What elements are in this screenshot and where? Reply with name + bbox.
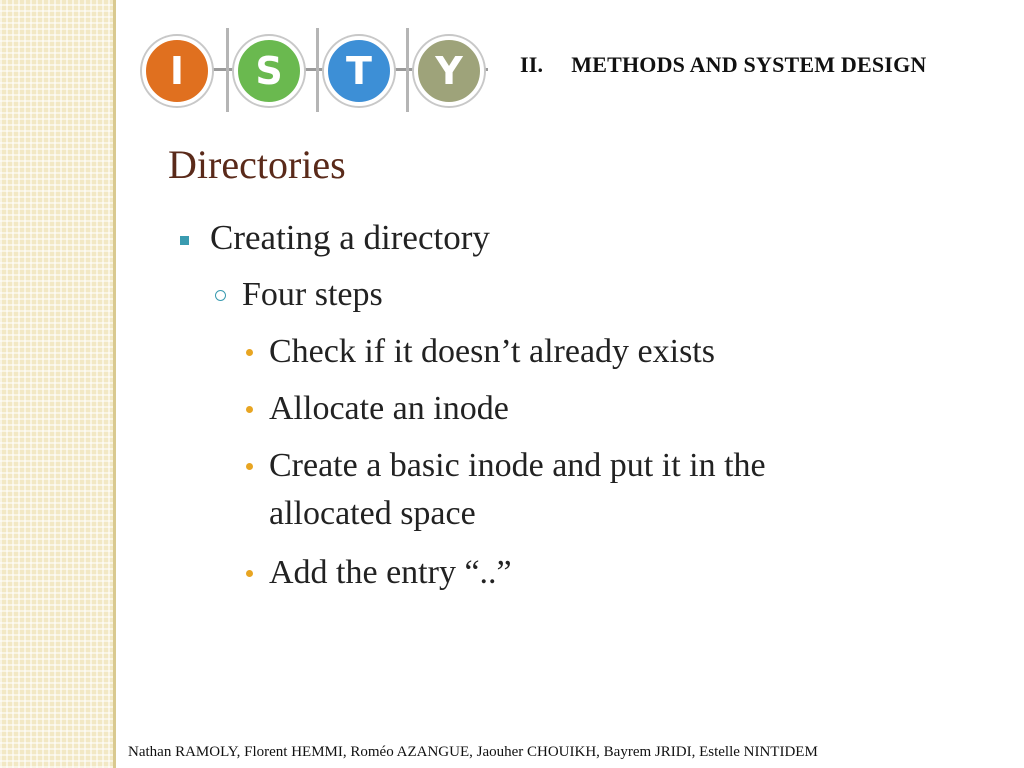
logo-letter-t: T (324, 36, 394, 106)
bullet-level-1: Creating a directory (210, 218, 490, 257)
slide-title: Directories (168, 142, 346, 187)
step-item: Add the entry “..” (269, 554, 512, 591)
logo-divider (226, 28, 229, 112)
step-item-continued: allocated space (269, 495, 476, 532)
logo-divider (406, 28, 409, 112)
step-item: Allocate an inode (269, 390, 509, 427)
dot-bullet-icon (246, 406, 253, 413)
isty-logo (138, 28, 483, 112)
logo-letter-s: S (234, 36, 304, 106)
side-pattern-strip (0, 0, 113, 768)
dot-bullet-icon (246, 463, 253, 470)
section-title: METHODS AND SYSTEM DESIGN (571, 52, 927, 77)
bullet-level-2: Four steps (242, 276, 383, 313)
section-number: II. (520, 52, 544, 77)
square-bullet-icon (180, 236, 189, 245)
logo-letter-i: I (142, 36, 212, 106)
step-item: Check if it doesn’t already exists (269, 333, 715, 370)
logo-letter-y: Y (414, 36, 484, 106)
dot-bullet-icon (246, 349, 253, 356)
side-border (113, 0, 116, 768)
dot-bullet-icon (246, 570, 253, 577)
circle-bullet-icon (215, 290, 226, 301)
logo-divider (316, 28, 319, 112)
step-item: Create a basic inode and put it in the (269, 447, 766, 484)
section-heading (520, 52, 926, 78)
footer-authors: Nathan RAMOLY, Florent HEMMI, Roméo AZANGUE, Jaouher CHOUIKH, Bayrem JRIDI, Estelle NINTIDEM (128, 744, 818, 760)
